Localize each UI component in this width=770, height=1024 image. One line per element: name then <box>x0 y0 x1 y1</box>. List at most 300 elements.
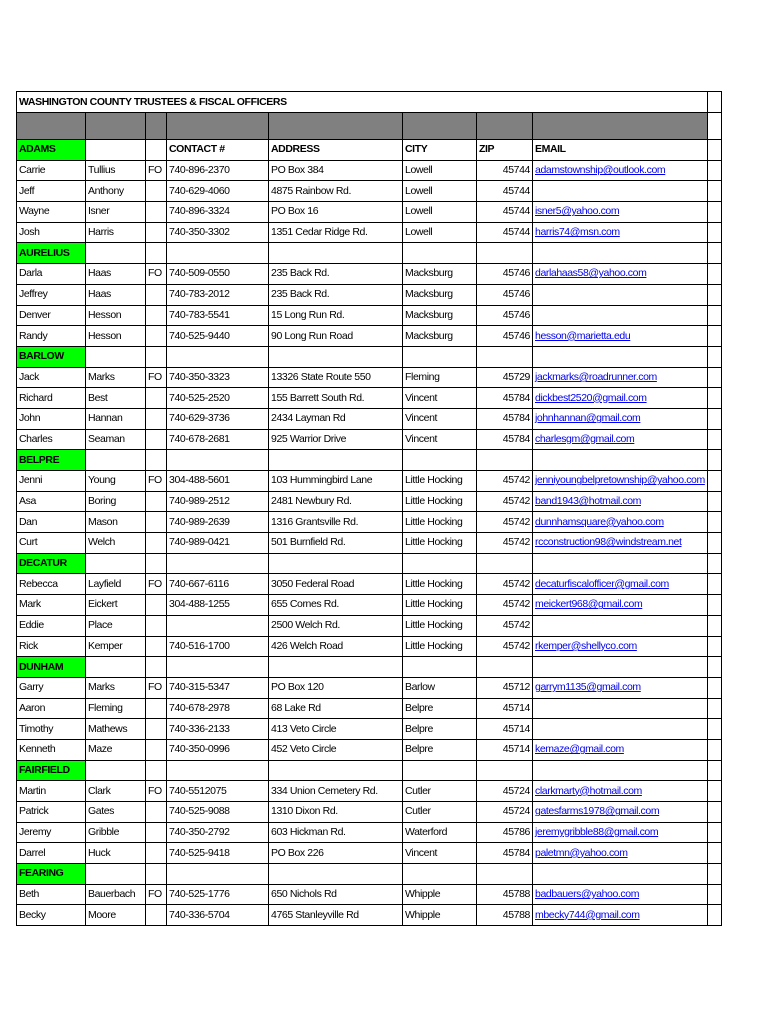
role-cell <box>146 719 167 740</box>
phone-cell: 740-5512075 <box>167 781 269 802</box>
last-name-cell: Huck <box>86 843 146 864</box>
zip-cell: 45742 <box>477 574 533 595</box>
last-name-cell: Boring <box>86 491 146 512</box>
empty-cell <box>167 450 269 471</box>
first-name-cell: Jeff <box>17 181 86 202</box>
last-name-cell: Gribble <box>86 822 146 843</box>
empty-cell <box>477 553 533 574</box>
person-row <box>17 905 722 926</box>
last-name-cell: Bauerbach <box>86 884 146 905</box>
role-cell: FO <box>146 264 167 285</box>
first-name-cell: Josh <box>17 222 86 243</box>
last-name-cell: Anthony <box>86 181 146 202</box>
empty-cell <box>533 450 708 471</box>
email-link[interactable]: adamstownship@outlook.com <box>533 160 708 181</box>
address-cell: 15 Long Run Rd. <box>269 305 403 326</box>
role-cell <box>146 802 167 823</box>
role-cell: FO <box>146 781 167 802</box>
header-contact: CONTACT # <box>167 140 269 161</box>
phone-cell: 740-783-5541 <box>167 305 269 326</box>
empty-cell <box>708 388 722 409</box>
last-name-cell: Moore <box>86 905 146 926</box>
role-cell <box>146 388 167 409</box>
empty-cell <box>708 760 722 781</box>
last-name-cell: Haas <box>86 284 146 305</box>
empty-cell <box>146 450 167 471</box>
last-name-cell: Isner <box>86 202 146 223</box>
first-name-cell: Jeremy <box>17 822 86 843</box>
role-cell <box>146 181 167 202</box>
last-name-cell: Mathews <box>86 719 146 740</box>
empty-cell <box>167 346 269 367</box>
city-cell: Fleming <box>403 367 477 388</box>
empty-cell <box>403 864 477 885</box>
email-link[interactable]: jeremygribble88@gmail.com <box>533 822 708 843</box>
role-cell <box>146 698 167 719</box>
last-name-cell: Gates <box>86 802 146 823</box>
person-row <box>17 719 722 740</box>
address-cell: 2500 Welch Rd. <box>269 615 403 636</box>
first-name-cell: Jenni <box>17 471 86 492</box>
empty-cell <box>708 884 722 905</box>
empty-cell <box>477 450 533 471</box>
address-cell: 2434 Layman Rd <box>269 408 403 429</box>
zip-cell: 45784 <box>477 429 533 450</box>
address-cell: 68 Lake Rd <box>269 698 403 719</box>
gray-cell <box>477 113 533 140</box>
zip-cell: 45729 <box>477 367 533 388</box>
last-name-cell: Hesson <box>86 326 146 347</box>
township-header-row <box>17 760 722 781</box>
role-cell: FO <box>146 677 167 698</box>
phone-cell: 740-516-1700 <box>167 636 269 657</box>
empty-cell <box>708 160 722 181</box>
first-name-cell: Wayne <box>17 202 86 223</box>
empty-cell <box>269 864 403 885</box>
email-link[interactable]: mbecky744@gmail.com <box>533 905 708 926</box>
address-cell: 413 Veto Circle <box>269 719 403 740</box>
empty-cell <box>269 657 403 678</box>
city-cell: Little Hocking <box>403 595 477 616</box>
first-name-cell: Aaron <box>17 698 86 719</box>
empty-cell <box>86 346 146 367</box>
first-name-cell: Dan <box>17 512 86 533</box>
phone-cell: 740-525-2520 <box>167 388 269 409</box>
empty-cell <box>708 739 722 760</box>
zip-cell: 45742 <box>477 491 533 512</box>
first-name-cell: Randy <box>17 326 86 347</box>
last-name-cell: Best <box>86 388 146 409</box>
empty-cell <box>533 657 708 678</box>
first-name-cell: Charles <box>17 429 86 450</box>
phone-cell: 740-896-2370 <box>167 160 269 181</box>
phone-cell: 740-315-5347 <box>167 677 269 698</box>
empty-cell <box>533 864 708 885</box>
zip-cell: 45742 <box>477 615 533 636</box>
address-cell: 235 Back Rd. <box>269 284 403 305</box>
person-row <box>17 408 722 429</box>
last-name-cell: Tullius <box>86 160 146 181</box>
empty-cell <box>708 677 722 698</box>
empty-cell <box>403 450 477 471</box>
address-cell: 155 Barrett South Rd. <box>269 388 403 409</box>
role-cell <box>146 408 167 429</box>
email-link[interactable]: harris74@msn.com <box>533 222 708 243</box>
first-name-cell: John <box>17 408 86 429</box>
city-cell: Little Hocking <box>403 615 477 636</box>
person-row <box>17 367 722 388</box>
email-link <box>533 305 708 326</box>
last-name-cell: Hesson <box>86 305 146 326</box>
role-cell <box>146 512 167 533</box>
person-row <box>17 698 722 719</box>
role-cell <box>146 305 167 326</box>
email-link[interactable]: dunnhamsquare@yahoo.com <box>533 512 708 533</box>
first-name-cell: Kenneth <box>17 739 86 760</box>
person-row <box>17 471 722 492</box>
email-link <box>533 615 708 636</box>
phone-cell: 740-629-3736 <box>167 408 269 429</box>
township-header-row <box>17 140 722 161</box>
email-link[interactable]: band1943@hotmail.com <box>533 491 708 512</box>
zip-cell: 45744 <box>477 181 533 202</box>
person-row <box>17 202 722 223</box>
zip-cell: 45742 <box>477 471 533 492</box>
city-cell: Lowell <box>403 160 477 181</box>
sheet-title: WASHINGTON COUNTY TRUSTEES & FISCAL OFFICERS <box>17 92 708 113</box>
zip-cell: 45714 <box>477 698 533 719</box>
email-link <box>533 284 708 305</box>
empty-cell <box>86 760 146 781</box>
person-row <box>17 491 722 512</box>
role-cell <box>146 222 167 243</box>
first-name-cell: Curt <box>17 533 86 554</box>
empty-cell <box>86 140 146 161</box>
email-link[interactable]: meickert968@gmail.com <box>533 595 708 616</box>
empty-cell <box>477 243 533 264</box>
empty-cell <box>708 92 722 113</box>
last-name-cell: Hannan <box>86 408 146 429</box>
empty-cell <box>167 864 269 885</box>
city-cell: Vincent <box>403 429 477 450</box>
first-name-cell: Jack <box>17 367 86 388</box>
address-cell: PO Box 16 <box>269 202 403 223</box>
person-row <box>17 512 722 533</box>
zip-cell: 45788 <box>477 884 533 905</box>
empty-cell <box>146 864 167 885</box>
person-row <box>17 574 722 595</box>
address-cell: 452 Veto Circle <box>269 739 403 760</box>
empty-cell <box>269 553 403 574</box>
empty-cell <box>403 760 477 781</box>
address-cell: 103 Hummingbird Lane <box>269 471 403 492</box>
first-name-cell: Richard <box>17 388 86 409</box>
person-row <box>17 264 722 285</box>
last-name-cell: Maze <box>86 739 146 760</box>
city-cell: Lowell <box>403 222 477 243</box>
email-link[interactable]: badbauers@yahoo.com <box>533 884 708 905</box>
address-cell: 1316 Grantsville Rd. <box>269 512 403 533</box>
empty-cell <box>708 326 722 347</box>
role-cell <box>146 202 167 223</box>
empty-cell <box>708 491 722 512</box>
empty-cell <box>403 346 477 367</box>
last-name-cell: Welch <box>86 533 146 554</box>
header-zip: ZIP <box>477 140 533 161</box>
email-link[interactable]: darlahaas58@yahoo.com <box>533 264 708 285</box>
empty-cell <box>708 657 722 678</box>
last-name-cell: Kemper <box>86 636 146 657</box>
address-cell: PO Box 226 <box>269 843 403 864</box>
email-link <box>533 719 708 740</box>
first-name-cell: Rebecca <box>17 574 86 595</box>
person-row <box>17 802 722 823</box>
township-name: BARLOW <box>17 346 86 367</box>
township-name: BELPRE <box>17 450 86 471</box>
address-cell: 2481 Newbury Rd. <box>269 491 403 512</box>
role-cell: FO <box>146 367 167 388</box>
phone-cell: 740-350-2792 <box>167 822 269 843</box>
zip-cell: 45742 <box>477 595 533 616</box>
first-name-cell: Patrick <box>17 802 86 823</box>
city-cell: Little Hocking <box>403 533 477 554</box>
first-name-cell: Martin <box>17 781 86 802</box>
email-link[interactable]: isner5@yahoo.com <box>533 202 708 223</box>
city-cell: Whipple <box>403 884 477 905</box>
empty-cell <box>708 140 722 161</box>
city-cell: Cutler <box>403 781 477 802</box>
city-cell: Macksburg <box>403 284 477 305</box>
email-link[interactable]: rkemper@shellyco.com <box>533 636 708 657</box>
address-cell: 4765 Stanleyville Rd <box>269 905 403 926</box>
city-cell: Macksburg <box>403 264 477 285</box>
person-row <box>17 429 722 450</box>
zip-cell: 45784 <box>477 388 533 409</box>
email-link <box>533 181 708 202</box>
city-cell: Vincent <box>403 408 477 429</box>
role-cell <box>146 843 167 864</box>
empty-cell <box>533 553 708 574</box>
address-cell: 13326 State Route 550 <box>269 367 403 388</box>
email-link[interactable]: decaturfiscalofficer@gmail.com <box>533 574 708 595</box>
phone-cell: 740-525-1776 <box>167 884 269 905</box>
empty-cell <box>533 346 708 367</box>
last-name-cell: Clark <box>86 781 146 802</box>
zip-cell: 45742 <box>477 533 533 554</box>
email-link[interactable]: dickbest2520@gmail.com <box>533 388 708 409</box>
empty-cell <box>708 113 722 140</box>
person-row <box>17 615 722 636</box>
first-name-cell: Timothy <box>17 719 86 740</box>
phone-cell: 740-629-4060 <box>167 181 269 202</box>
city-cell: Macksburg <box>403 326 477 347</box>
empty-cell <box>708 781 722 802</box>
person-row <box>17 326 722 347</box>
person-row <box>17 822 722 843</box>
empty-cell <box>708 636 722 657</box>
empty-cell <box>533 760 708 781</box>
email-link[interactable]: hesson@marietta.edu <box>533 326 708 347</box>
zip-cell: 45744 <box>477 160 533 181</box>
email-link[interactable]: gatesfarms1978@gmail.com <box>533 802 708 823</box>
trustees-table <box>16 91 722 926</box>
phone-cell: 740-350-0996 <box>167 739 269 760</box>
last-name-cell: Harris <box>86 222 146 243</box>
address-cell: 4875 Rainbow Rd. <box>269 181 403 202</box>
role-cell: FO <box>146 574 167 595</box>
phone-cell: 740-525-9418 <box>167 843 269 864</box>
header-email: EMAIL <box>533 140 708 161</box>
address-cell: PO Box 120 <box>269 677 403 698</box>
empty-cell <box>708 346 722 367</box>
last-name-cell: Marks <box>86 367 146 388</box>
city-cell: Cutler <box>403 802 477 823</box>
email-link[interactable]: jackmarks@roadrunner.com <box>533 367 708 388</box>
empty-cell <box>269 346 403 367</box>
last-name-cell: Mason <box>86 512 146 533</box>
empty-cell <box>167 760 269 781</box>
zip-cell: 45744 <box>477 202 533 223</box>
empty-cell <box>708 181 722 202</box>
role-cell <box>146 595 167 616</box>
phone-cell <box>167 615 269 636</box>
email-link[interactable]: clarkmarty@hotmail.com <box>533 781 708 802</box>
empty-cell <box>86 864 146 885</box>
city-cell: Belpre <box>403 698 477 719</box>
person-row <box>17 677 722 698</box>
empty-cell <box>708 284 722 305</box>
phone-cell: 740-783-2012 <box>167 284 269 305</box>
first-name-cell: Darla <box>17 264 86 285</box>
city-cell: Little Hocking <box>403 491 477 512</box>
email-link[interactable]: jenniyoungbelpretownship@yahoo.com <box>533 471 708 492</box>
empty-cell <box>269 450 403 471</box>
empty-cell <box>708 202 722 223</box>
empty-cell <box>146 346 167 367</box>
last-name-cell: Place <box>86 615 146 636</box>
township-header-row <box>17 346 722 367</box>
empty-cell <box>708 471 722 492</box>
empty-cell <box>708 719 722 740</box>
zip-cell: 45784 <box>477 843 533 864</box>
zip-cell: 45742 <box>477 636 533 657</box>
city-cell: Lowell <box>403 181 477 202</box>
phone-cell: 740-350-3323 <box>167 367 269 388</box>
city-cell: Whipple <box>403 905 477 926</box>
first-name-cell: Denver <box>17 305 86 326</box>
person-row <box>17 884 722 905</box>
empty-cell <box>708 615 722 636</box>
city-cell: Waterford <box>403 822 477 843</box>
role-cell <box>146 284 167 305</box>
township-header-row <box>17 450 722 471</box>
phone-cell: 304-488-5601 <box>167 471 269 492</box>
township-name: AURELIUS <box>17 243 86 264</box>
role-cell <box>146 739 167 760</box>
phone-cell: 740-509-0550 <box>167 264 269 285</box>
gray-cell <box>533 113 708 140</box>
gray-cell <box>403 113 477 140</box>
empty-cell <box>708 553 722 574</box>
township-header-row <box>17 553 722 574</box>
gray-cell <box>86 113 146 140</box>
empty-cell <box>708 243 722 264</box>
email-link[interactable]: rcconstruction98@windstream.net <box>533 533 708 554</box>
zip-cell: 45712 <box>477 677 533 698</box>
empty-cell <box>708 408 722 429</box>
role-cell <box>146 533 167 554</box>
phone-cell: 740-678-2978 <box>167 698 269 719</box>
city-cell: Little Hocking <box>403 512 477 533</box>
empty-cell <box>708 264 722 285</box>
role-cell <box>146 636 167 657</box>
first-name-cell: Darrel <box>17 843 86 864</box>
email-link[interactable]: paletmn@yahoo.com <box>533 843 708 864</box>
empty-cell <box>708 305 722 326</box>
empty-cell <box>477 864 533 885</box>
address-cell: 603 Hickman Rd. <box>269 822 403 843</box>
zip-cell: 45724 <box>477 802 533 823</box>
first-name-cell: Becky <box>17 905 86 926</box>
empty-cell <box>146 657 167 678</box>
empty-cell <box>86 450 146 471</box>
empty-cell <box>708 222 722 243</box>
email-link[interactable]: charlesgm@gmail.com <box>533 429 708 450</box>
empty-cell <box>167 657 269 678</box>
city-cell: Belpre <box>403 739 477 760</box>
last-name-cell: Haas <box>86 264 146 285</box>
first-name-cell: Beth <box>17 884 86 905</box>
email-link[interactable]: kemaze@gmail.com <box>533 739 708 760</box>
address-cell: 3050 Federal Road <box>269 574 403 595</box>
first-name-cell: Asa <box>17 491 86 512</box>
empty-cell <box>708 429 722 450</box>
empty-cell <box>403 553 477 574</box>
person-row <box>17 533 722 554</box>
gray-cell <box>17 113 86 140</box>
email-link[interactable]: johnhannan@gmail.com <box>533 408 708 429</box>
city-cell: Macksburg <box>403 305 477 326</box>
address-cell: 426 Welch Road <box>269 636 403 657</box>
person-row <box>17 781 722 802</box>
empty-cell <box>708 843 722 864</box>
zip-cell: 45746 <box>477 264 533 285</box>
city-cell: Barlow <box>403 677 477 698</box>
empty-cell <box>86 243 146 264</box>
title-row <box>17 92 722 113</box>
phone-cell: 740-525-9440 <box>167 326 269 347</box>
township-name: ADAMS <box>17 140 86 161</box>
email-link[interactable]: garrym1135@gmail.com <box>533 677 708 698</box>
empty-cell <box>403 243 477 264</box>
zip-cell: 45746 <box>477 326 533 347</box>
role-cell <box>146 326 167 347</box>
role-cell <box>146 822 167 843</box>
township-header-row <box>17 243 722 264</box>
phone-cell: 740-989-0421 <box>167 533 269 554</box>
gray-cell <box>167 113 269 140</box>
phone-cell: 740-525-9088 <box>167 802 269 823</box>
phone-cell: 740-336-5704 <box>167 905 269 926</box>
township-name: FAIRFIELD <box>17 760 86 781</box>
empty-cell <box>708 574 722 595</box>
person-row <box>17 595 722 616</box>
person-row <box>17 305 722 326</box>
empty-cell <box>146 140 167 161</box>
city-cell: Little Hocking <box>403 636 477 657</box>
phone-cell: 740-350-3302 <box>167 222 269 243</box>
zip-cell: 45786 <box>477 822 533 843</box>
